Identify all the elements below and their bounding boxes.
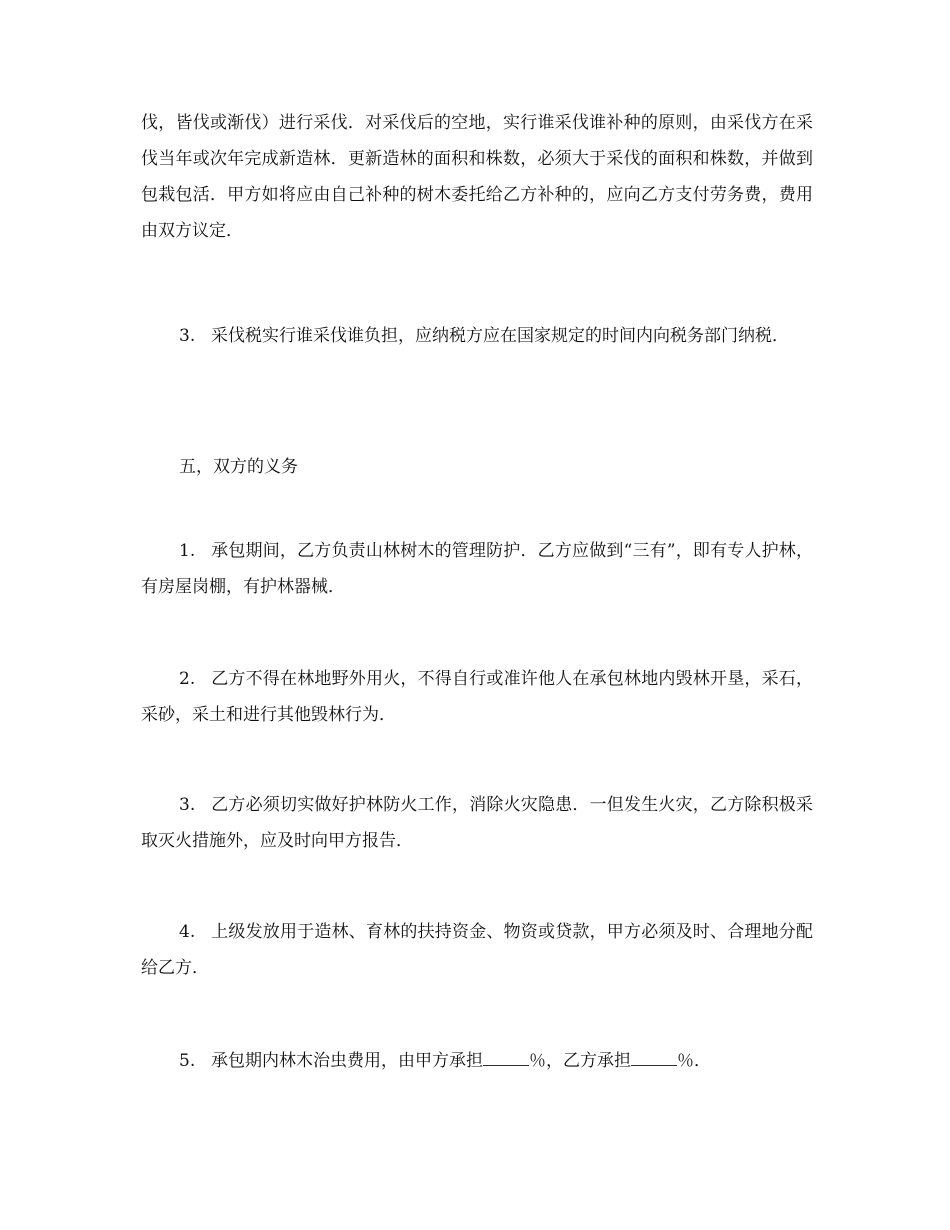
- paragraph-harvest-reforestation: [141, 105, 813, 249]
- heading-text: 五，双方的义务: [179, 457, 298, 477]
- section-heading: [141, 449, 813, 485]
- paragraph-text-part-a: 承包期内林木治虫费用，由甲方承担: [211, 1051, 483, 1071]
- blank-line-party-b[interactable]: [631, 1051, 677, 1066]
- paragraph-text: 伐，皆伐或渐伐）进行采伐．对采伐后的空地，实行谁采伐谁补种的原则，由采伐方在采伐当年或次年完成新造林．更新造林的面积和株数，必须大于采伐的面积和株数，并做到包栽包活．甲方如将应由自己补种的树木委托给乙方补种的，应向乙方支付劳务费，费用由双方议定．: [141, 113, 813, 241]
- item-number: 5.: [179, 1051, 196, 1071]
- paragraph-text-part-c: ％．: [677, 1051, 711, 1071]
- paragraph-text-part-b: ％，乙方承担: [529, 1051, 631, 1071]
- paragraph-text: 上级发放用于造林、育林的扶持资金、物资或贷款，甲方必须及时、合理地分配给乙方．: [141, 922, 813, 978]
- paragraph-harvest-tax: [141, 318, 813, 354]
- paragraph-pest-cost: [141, 1043, 813, 1079]
- item-number: 1.: [179, 541, 196, 561]
- item-number: 3.: [179, 326, 196, 346]
- paragraph-funding-allocation: [141, 914, 813, 986]
- item-number: 2.: [179, 669, 196, 689]
- paragraph-fire-prohibition: [141, 661, 813, 733]
- paragraph-text: 乙方必须切实做好护林防火工作，消除火灾隐患．一但发生火灾，乙方除积极采取灭火措施外，应及时向甲方报告．: [141, 795, 813, 851]
- paragraph-text: 承包期间，乙方负责山林树木的管理防护．乙方应做到“三有”，即有专人护林，有房屋岗棚，有护林器械．: [141, 541, 813, 597]
- paragraph-protection-duty: [141, 533, 813, 605]
- paragraph-text: 采伐税实行谁采伐谁负担，应纳税方应在国家规定的时间内向税务部门纳税．: [211, 326, 789, 346]
- item-number: 4.: [179, 922, 196, 942]
- blank-line-party-a[interactable]: [483, 1051, 529, 1066]
- paragraph-fire-prevention: [141, 787, 813, 859]
- item-number: 3.: [179, 795, 196, 815]
- paragraph-text: 乙方不得在林地野外用火，不得自行或准许他人在承包林地内毁林开垦，采石，采砂，采土和进行其他毁林行为．: [141, 669, 813, 725]
